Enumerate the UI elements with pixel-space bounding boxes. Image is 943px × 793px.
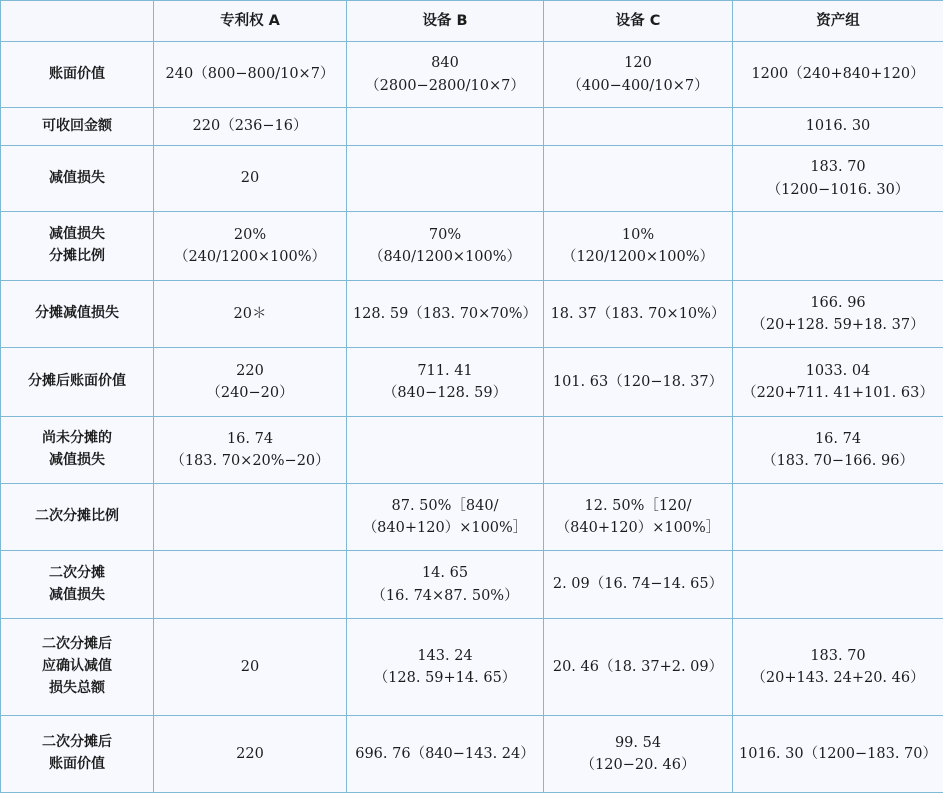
row-label <box>1 348 154 417</box>
cell-line: 840 <box>349 52 541 74</box>
cell-line: （128. 59+14. 65） <box>349 667 541 689</box>
cell-line: （840+120）×100%］ <box>546 517 730 539</box>
row-label-line: 二次分摊 <box>3 563 151 585</box>
row-label <box>1 146 154 212</box>
row-label <box>1 716 154 793</box>
cell-patent-a <box>154 108 347 146</box>
cell-patent-a <box>154 619 347 716</box>
row-label-line: 二次分摊后 <box>3 732 151 754</box>
cell-line: 220 <box>156 360 344 382</box>
cell-patent-a <box>154 212 347 281</box>
cell-patent-a <box>154 417 347 484</box>
cell-line: （20+143. 24+20. 46） <box>735 667 941 689</box>
row-label-line: 损失总额 <box>3 678 151 700</box>
cell-line: 128. 59（183. 70×70%） <box>349 303 541 325</box>
cell-equipment-c <box>544 417 733 484</box>
cell-line: （220+711. 41+101. 63） <box>735 382 941 404</box>
row-label-line: 二次分摊比例 <box>3 506 151 528</box>
cell-patent-a <box>154 348 347 417</box>
cell-equipment-c <box>544 348 733 417</box>
row-label-line: 分摊比例 <box>3 246 151 268</box>
cell-equipment-c <box>544 146 733 212</box>
cell-line: （400−400/10×7） <box>546 75 730 97</box>
cell-equipment-b <box>347 716 544 793</box>
cell-equipment-b <box>347 551 544 619</box>
cell-line: 20 <box>156 167 344 189</box>
cell-asset-group <box>733 281 943 348</box>
cell-line: 711. 41 <box>349 360 541 382</box>
table-row <box>1 212 943 281</box>
table-row <box>1 146 943 212</box>
row-label <box>1 108 154 146</box>
row-label-line: 尚未分摊的 <box>3 428 151 450</box>
row-label <box>1 281 154 348</box>
header-equipment-b: 设备 B <box>347 1 544 42</box>
cell-line: （20+128. 59+18. 37） <box>735 314 941 336</box>
row-label-line: 分摊后账面价值 <box>3 371 151 393</box>
cell-line: 16. 74 <box>156 428 344 450</box>
cell-line: （183. 70−166. 96） <box>735 450 941 472</box>
row-label-line: 账面价值 <box>3 64 151 86</box>
cell-line: （183. 70×20%−20） <box>156 450 344 472</box>
row-label-line: 可收回金额 <box>3 116 151 138</box>
cell-equipment-b <box>347 108 544 146</box>
header-asset-group: 资产组 <box>733 1 943 42</box>
cell-line: （120−20. 46） <box>546 754 730 776</box>
row-label-line: 减值损失 <box>3 224 151 246</box>
cell-equipment-c <box>544 212 733 281</box>
cell-line: （16. 74×87. 50%） <box>349 585 541 607</box>
cell-patent-a <box>154 484 347 551</box>
row-label <box>1 42 154 108</box>
cell-equipment-b <box>347 42 544 108</box>
cell-line: （120/1200×100%） <box>546 246 730 268</box>
cell-equipment-b <box>347 348 544 417</box>
cell-asset-group <box>733 551 943 619</box>
row-label-line: 分摊减值损失 <box>3 303 151 325</box>
cell-line: 87. 50%［840/ <box>349 495 541 517</box>
cell-line: 220（236−16） <box>156 115 344 137</box>
table-row <box>1 281 943 348</box>
cell-asset-group <box>733 417 943 484</box>
cell-line: 20 <box>156 656 344 678</box>
cell-line: 16. 74 <box>735 428 941 450</box>
row-label-line: 二次分摊后 <box>3 634 151 656</box>
cell-equipment-c <box>544 42 733 108</box>
table-row <box>1 484 943 551</box>
cell-line: 696. 76（840−143. 24） <box>349 743 541 765</box>
cell-line: 20. 46（18. 37+2. 09） <box>546 656 730 678</box>
cell-asset-group <box>733 108 943 146</box>
cell-equipment-b <box>347 146 544 212</box>
cell-line: 20% <box>156 224 344 246</box>
cell-equipment-b <box>347 619 544 716</box>
cell-line: 99. 54 <box>546 732 730 754</box>
cell-asset-group <box>733 212 943 281</box>
cell-line: （840+120）×100%］ <box>349 517 541 539</box>
cell-equipment-c <box>544 716 733 793</box>
cell-line: 166. 96 <box>735 292 941 314</box>
row-label-line: 减值损失 <box>3 168 151 190</box>
header-corner <box>1 1 154 42</box>
cell-line: 143. 24 <box>349 645 541 667</box>
cell-line: 10% <box>546 224 730 246</box>
row-label <box>1 212 154 281</box>
row-label-line: 减值损失 <box>3 450 151 472</box>
row-label-line: 应确认减值 <box>3 656 151 678</box>
cell-line: （2800−2800/10×7） <box>349 75 541 97</box>
cell-line: 101. 63（120−18. 37） <box>546 371 730 393</box>
cell-equipment-b <box>347 417 544 484</box>
cell-patent-a <box>154 146 347 212</box>
cell-asset-group <box>733 716 943 793</box>
table-body <box>1 42 943 793</box>
cell-equipment-c <box>544 619 733 716</box>
cell-line: 183. 70 <box>735 645 941 667</box>
row-label-line: 账面价值 <box>3 754 151 776</box>
header-patent-a: 专利权 A <box>154 1 347 42</box>
cell-patent-a <box>154 716 347 793</box>
cell-line: 2. 09（16. 74−14. 65） <box>546 573 730 595</box>
cell-line: 14. 65 <box>349 562 541 584</box>
cell-line: 1033. 04 <box>735 360 941 382</box>
row-label <box>1 619 154 716</box>
row-label <box>1 484 154 551</box>
header-equipment-c: 设备 C <box>544 1 733 42</box>
table-row <box>1 108 943 146</box>
cell-line: 1016. 30 <box>735 115 941 137</box>
cell-line: 120 <box>546 52 730 74</box>
table-row <box>1 716 943 793</box>
cell-equipment-c <box>544 281 733 348</box>
cell-line: （240/1200×100%） <box>156 246 344 268</box>
cell-asset-group <box>733 42 943 108</box>
cell-equipment-c <box>544 484 733 551</box>
cell-line: 240（800−800/10×7） <box>156 63 344 85</box>
row-label <box>1 417 154 484</box>
row-label <box>1 551 154 619</box>
cell-line: 1016. 30（1200−183. 70） <box>735 743 941 765</box>
cell-line: 20＊ <box>156 303 344 325</box>
cell-patent-a <box>154 281 347 348</box>
table-row <box>1 619 943 716</box>
cell-patent-a <box>154 42 347 108</box>
cell-equipment-b <box>347 484 544 551</box>
row-label-line: 减值损失 <box>3 585 151 607</box>
cell-asset-group <box>733 619 943 716</box>
cell-line: （840−128. 59） <box>349 382 541 404</box>
cell-line: 220 <box>156 743 344 765</box>
cell-asset-group <box>733 348 943 417</box>
cell-line: （240−20） <box>156 382 344 404</box>
header-row <box>1 1 943 42</box>
cell-line: 70% <box>349 224 541 246</box>
table-row <box>1 551 943 619</box>
cell-line: 12. 50%［120/ <box>546 495 730 517</box>
cell-line: 18. 37（183. 70×10%） <box>546 303 730 325</box>
table-row <box>1 417 943 484</box>
cell-equipment-b <box>347 212 544 281</box>
cell-equipment-c <box>544 551 733 619</box>
cell-line: 1200（240+840+120） <box>735 63 941 85</box>
table-row <box>1 348 943 417</box>
cell-line: （1200−1016. 30） <box>735 179 941 201</box>
table-row <box>1 42 943 108</box>
cell-asset-group <box>733 146 943 212</box>
cell-asset-group <box>733 484 943 551</box>
cell-equipment-c <box>544 108 733 146</box>
cell-patent-a <box>154 551 347 619</box>
cell-line: 183. 70 <box>735 156 941 178</box>
cell-line: （840/1200×100%） <box>349 246 541 268</box>
cell-equipment-b <box>347 281 544 348</box>
